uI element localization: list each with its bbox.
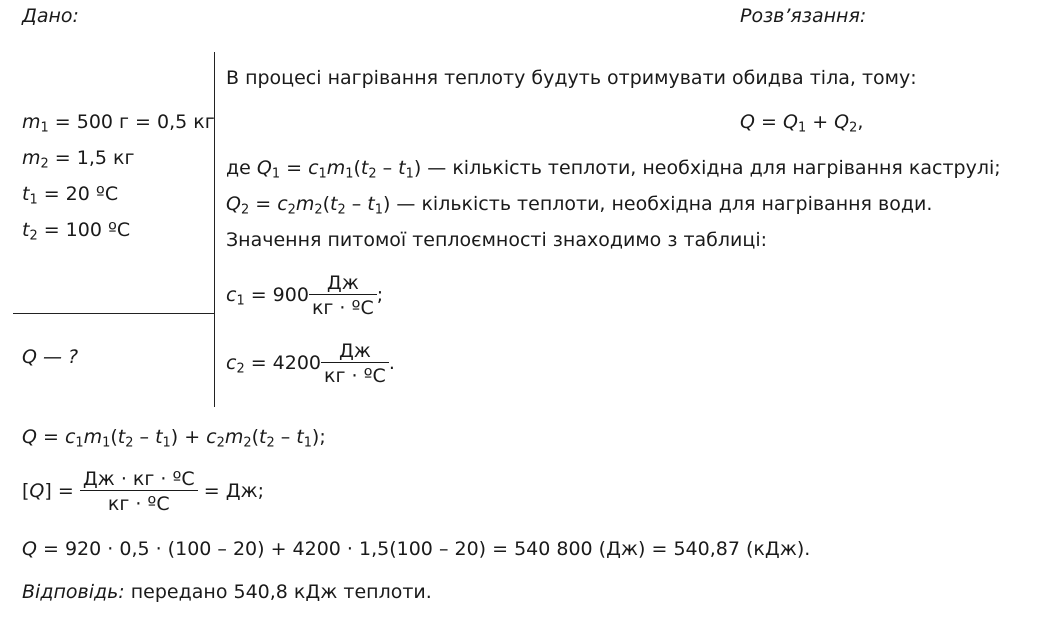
given-divider (13, 313, 215, 314)
solution-heading: Розв’язання: (740, 5, 867, 27)
vertical-divider (214, 52, 215, 407)
c2-unit-fraction: $\frac{Дж}{\text{кг · ºC}}$ (321, 340, 389, 387)
general-formula: $Q = c_1m_1(t_2 - t_1) + c_2m_2(t_2 - t_1)$; (22, 426, 326, 451)
main-equation: $Q = Q_1 + Q_2$, (740, 111, 864, 136)
q2-definition: $Q_2 = c_2m_2(t_2 - t_1)$ — кількість теплоти, необхідна для нагрівання води. (226, 193, 933, 218)
given-t2: $t_2 = 100$ ºC (22, 219, 131, 244)
units-fraction: $\frac{\text{Дж · кг · ºC}}{\text{кг · ºC}}$ (80, 468, 198, 515)
calculation: Q = 920 · 0,5 · (100 – 20) + 4200 · 1,5(100 – 20) = 540 800 (Дж) = 540,87 (кДж). (22, 538, 811, 560)
solution-intro: В процесі нагрівання теплоту будуть отримувати обидва тіла, тому: (226, 67, 917, 89)
find-quantity: Q — ? (22, 346, 79, 368)
answer-text: передано 540,8 кДж теплоти. (124, 581, 432, 603)
given-m2: $m_2 = 1,5$ кг (22, 147, 135, 172)
c2-value: $c_2 = 4200$ $\frac{Дж}{\text{кг · ºC}}$ . (226, 340, 395, 387)
table-note: Значення питомої теплоємності знаходимо з таблиці: (226, 229, 767, 251)
answer (22, 580, 432, 604)
given-t1: $t_1 = 20$ ºC (22, 183, 119, 208)
q1-definition: де $Q_1 = c_1m_1(t_2 - t_1)$ — кількість теплоти, необхідна для нагрівання каструлі; (226, 157, 1001, 182)
units-check: [Q] = $\frac{\text{Дж · кг · ºC}}{\text{кг · ºC}}$ = Дж; (22, 468, 265, 515)
given-m1: $m_1 = 500$ г = 0,5 кг (22, 111, 215, 136)
c1-unit-fraction: $\frac{Дж}{\text{кг · ºC}}$ (309, 272, 377, 319)
answer-label: Відповідь: (22, 581, 125, 603)
given-heading: Дано: (22, 5, 79, 27)
c1-value: $c_1 = 900$ $\frac{Дж}{\text{кг · ºC}}$ ; (226, 272, 384, 319)
